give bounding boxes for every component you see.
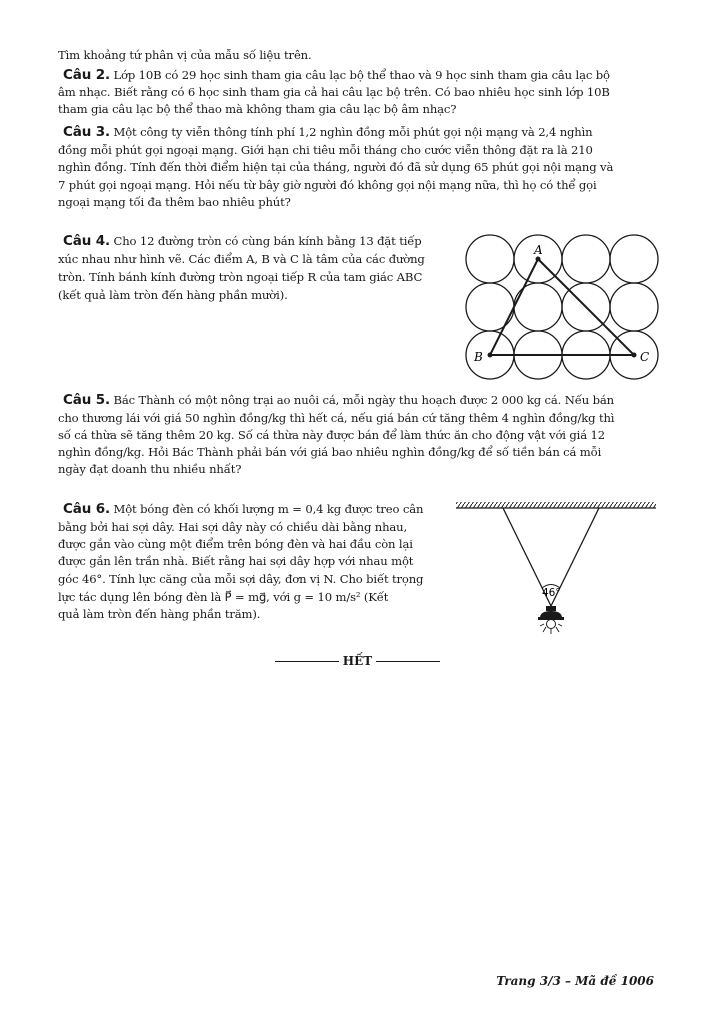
question-4-line-1: Cho 12 đường tròn có cùng bán kính bằng 13 đặt tiếp [113,234,422,248]
question-5-line-1: Bác Thành có một nông trại ao nuôi cá, mỗi ngày thu hoạch được 2 000 kg cá. Nếu bán [113,393,614,407]
question-5-line-4: nghìn đồng/kg. Hỏi Bác Thành phải bán với giá bao nhiêu nghìn đồng/kg để số tiền bán cá mỗi [58,445,602,459]
question-3-line-5: ngoại mạng tối đa thêm bao nhiêu phút? [58,195,291,209]
question-6-line-7: quả làm tròn đến hàng phần trăm). [58,607,261,621]
page-footer: Trang 3/3 – Mã đề 1006 [496,974,654,988]
question-6-line-1: Một bóng đèn có khối lượng m = 0,4 kg được treo cân [113,502,424,516]
end-marker [275,654,440,668]
question-6-line-4: được gắn lên trần nhà. Biết rằng hai sợi dây hợp với nhau một [58,554,414,568]
question-2-line-3: tham gia câu lạc bộ thể thao mà không tham gia câu lạc bộ âm nhạc? [58,102,457,116]
point-b [488,353,493,358]
end-text: HẾT [342,654,373,668]
question-5-line-2: cho thương lái với giá 50 nghìn đồng/kg thì hết cá, nếu giá bán cứ tăng thêm 4 nghìn đồng/kg thì [58,411,615,425]
end-rule-right [376,661,440,662]
question-4-line-4: (kết quả làm tròn đến hàng phần mười). [58,288,288,302]
question-6-label: Câu 6. [63,501,110,517]
point-c [632,353,637,358]
question-4-line-2: xúc nhau như hình vẽ. Các điểm A, B và C là tâm của các đường [58,252,425,266]
lamp-diagram [454,500,658,640]
question-3-label: Câu 3. [63,124,110,140]
question-3-line-4: 7 phút gọi ngoại mạng. Hỏi nếu từ bây giờ người đó không gọi nội mạng nữa, thì họ có thể gọi [58,178,597,192]
question-2-line-2: âm nhạc. Biết rằng có 6 học sinh tham gia cả hai câu lạc bộ trên. Có bao nhiêu học sinh lớp 10B [58,85,610,99]
question-4-line-3: tròn. Tính bánh kính đường tròn ngoại tiếp R của tam giác ABC [58,270,423,284]
label-c: C [640,350,650,364]
question-5-line-5: ngày đạt doanh thu nhiều nhất? [58,462,242,476]
label-a: A [534,243,543,257]
question-5-line-3: số cá thừa sẽ tăng thêm 20 kg. Số cá thừa này được bán để làm thức ăn cho động vật với giá 12 [58,428,605,442]
point-a [536,257,541,262]
label-b: B [474,350,483,364]
question-3-line-3: nghìn đồng. Tính đến thời điểm hiện tại của tháng, người đó đã sử dụng 65 phút gọi nội mạng và [58,160,614,174]
circle-grid [466,235,658,379]
question-4-label: Câu 4. [63,233,110,249]
question-3-line-2: đồng mỗi phút gọi ngoại mạng. Giới hạn chi tiêu mỗi tháng cho cước viễn thông đặt ra là 210 [58,143,593,157]
question-6-line-3: được gắn vào cùng một điểm trên bóng đèn và hai đầu còn lại [58,537,413,551]
intro-text: Tìm khoảng tứ phân vị của mẫu số liệu trên. [58,48,312,62]
question-6-line-5: góc 46°. Tính lực căng của mỗi sợi dây, đơn vị N. Cho biết trọng [58,572,424,586]
ceiling-hatch [456,502,656,508]
question-6-line-6: lực tác dụng lên bóng đèn là P⃗ = mg⃗, với g = 10 m/s² (Kết [58,590,389,604]
lightbulb-icon [538,606,564,634]
angle-label: 46° [542,587,561,599]
end-rule-left [275,661,339,662]
question-5-label: Câu 5. [63,392,110,408]
question-6-line-2: bằng bởi hai sợi dây. Hai sợi dây này có chiều dài bằng nhau, [58,520,408,534]
question-2-line-1: Lớp 10B có 29 học sinh tham gia câu lạc bộ thể thao và 9 học sinh tham gia câu lạc bộ [113,68,610,82]
circles-diagram [466,236,658,374]
question-3-line-1: Một công ty viễn thông tính phí 1,2 nghìn đồng mỗi phút gọi nội mạng và 2,4 nghìn [113,125,593,139]
question-2-label: Câu 2. [63,67,110,83]
